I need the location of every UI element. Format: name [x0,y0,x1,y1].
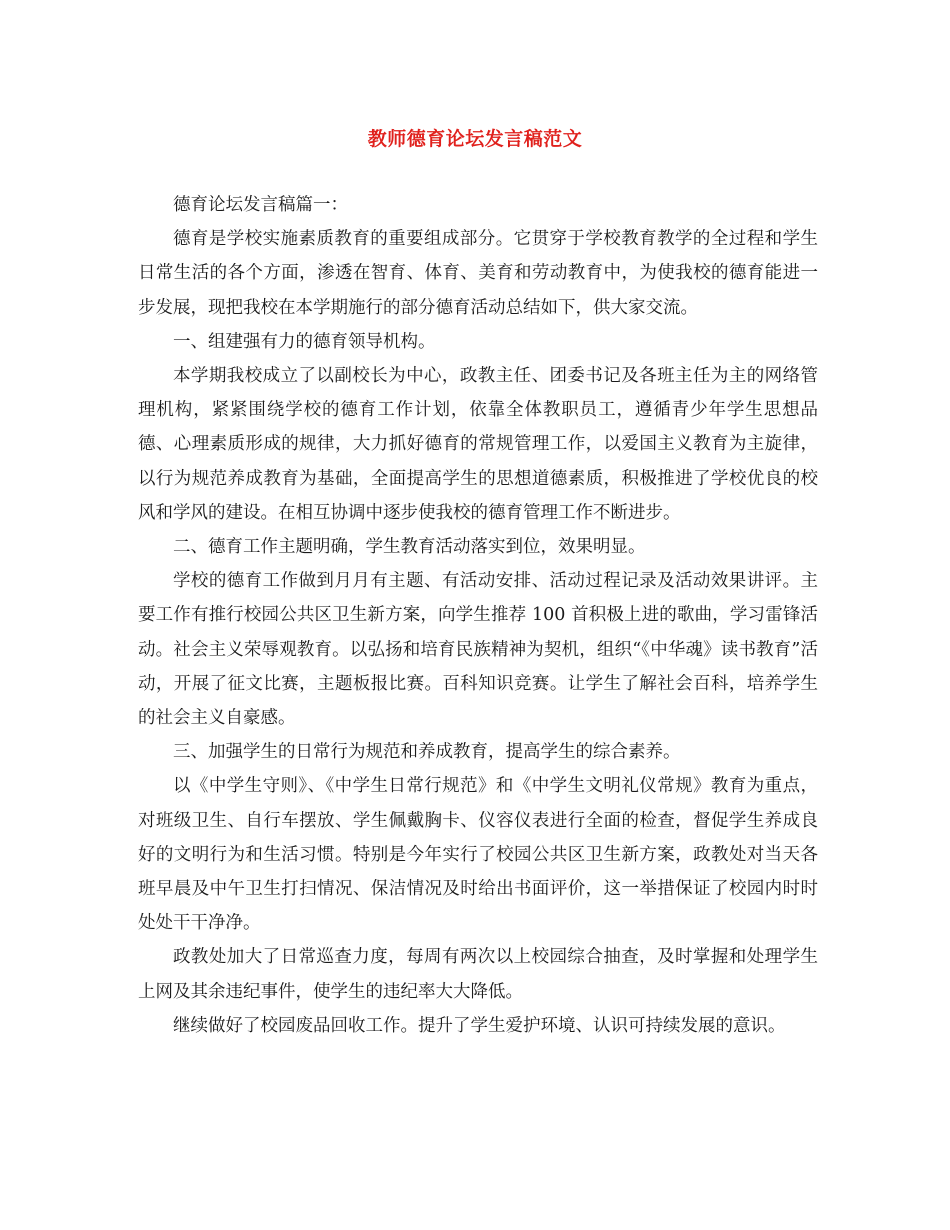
paragraph-heading-3: 三、加强学生的日常行为规范和养成教育，提高学生的综合素养。 [173,742,681,763]
paragraph-body-4: 政教处加大了日常巡查力度，每周有两次以上校园综合抽查，及时掌握和处理学生上网及其余违纪事件，使学生的违纪率大大降低。 [138,947,818,1002]
paragraph-section-heading: 德育论坛发言稿篇一： [173,195,348,215]
paragraph-body-5: 继续做好了校园废品回收工作。提升了学生爱护环境、认识可持续发展的意识。 [173,1015,786,1036]
document-body [138,188,818,1043]
paragraph-heading-1: 一、组建强有力的德育领导机构。 [173,331,436,352]
paragraph-heading-2: 二、德育工作主题明确，学生教育活动落实到位，效果明显。 [173,537,646,558]
paragraph-body-2: 学校的德育工作做到月月有主题、有活动安排、活动过程记录及活动效果讲评。主要工作有推行校园公共区卫生新方案，向学生推荐 100 首积极上进的歌曲，学习雷锋活动。社会主义荣辱观教育。以弘扬和培育民族精神为契机，组织“《中华魂》读书教育”活动，开展了征文比赛，主题板报比赛。百科知识竞赛。让学生了解社会百科，培养学生的社会主义自豪感。 [138,571,818,729]
document-title: 教师德育论坛发言稿范文 [367,128,583,150]
paragraph-body-3: 以《中学生守则》、《中学生日常行规范》和《中学生文明礼仪常规》教育为重点，对班级卫生、自行车摆放、学生佩戴胸卡、仪容仪表进行全面的检查，督促学生养成良好的文明行为和生活习惯。特别是今年实行了校园公共区卫生新方案，政教处对当天各班早晨及中午卫生打扫情况、保洁情况及时给出书面评价，这一举措保证了校园内时时处处干干净净。 [138,776,818,934]
paragraph-body-1: 本学期我校成立了以副校长为中心，政教主任、团委书记及各班主任为主的网络管理机构，紧紧围绕学校的德育工作计划，依靠全体教职员工，遵循青少年学生思想品德、心理素质形成的规律，大力抓好德育的常规管理工作，以爱国主义教育为主旋律，以行为规范养成教育为基础，全面提高学生的思想道德素质，积极推进了学校优良的校风和学风的建设。在相互协调中逐步使我校的德育管理工作不断进步。 [138,366,818,523]
paragraph-intro: 德育是学校实施素质教育的重要组成部分。它贯穿于学校教育教学的全过程和学生日常生活的各个方面，渗透在智育、体育、美育和劳动教育中，为使我校的德育能进一步发展，现把我校在本学期施行的部分德育活动总结如下，供大家交流。 [138,229,818,318]
